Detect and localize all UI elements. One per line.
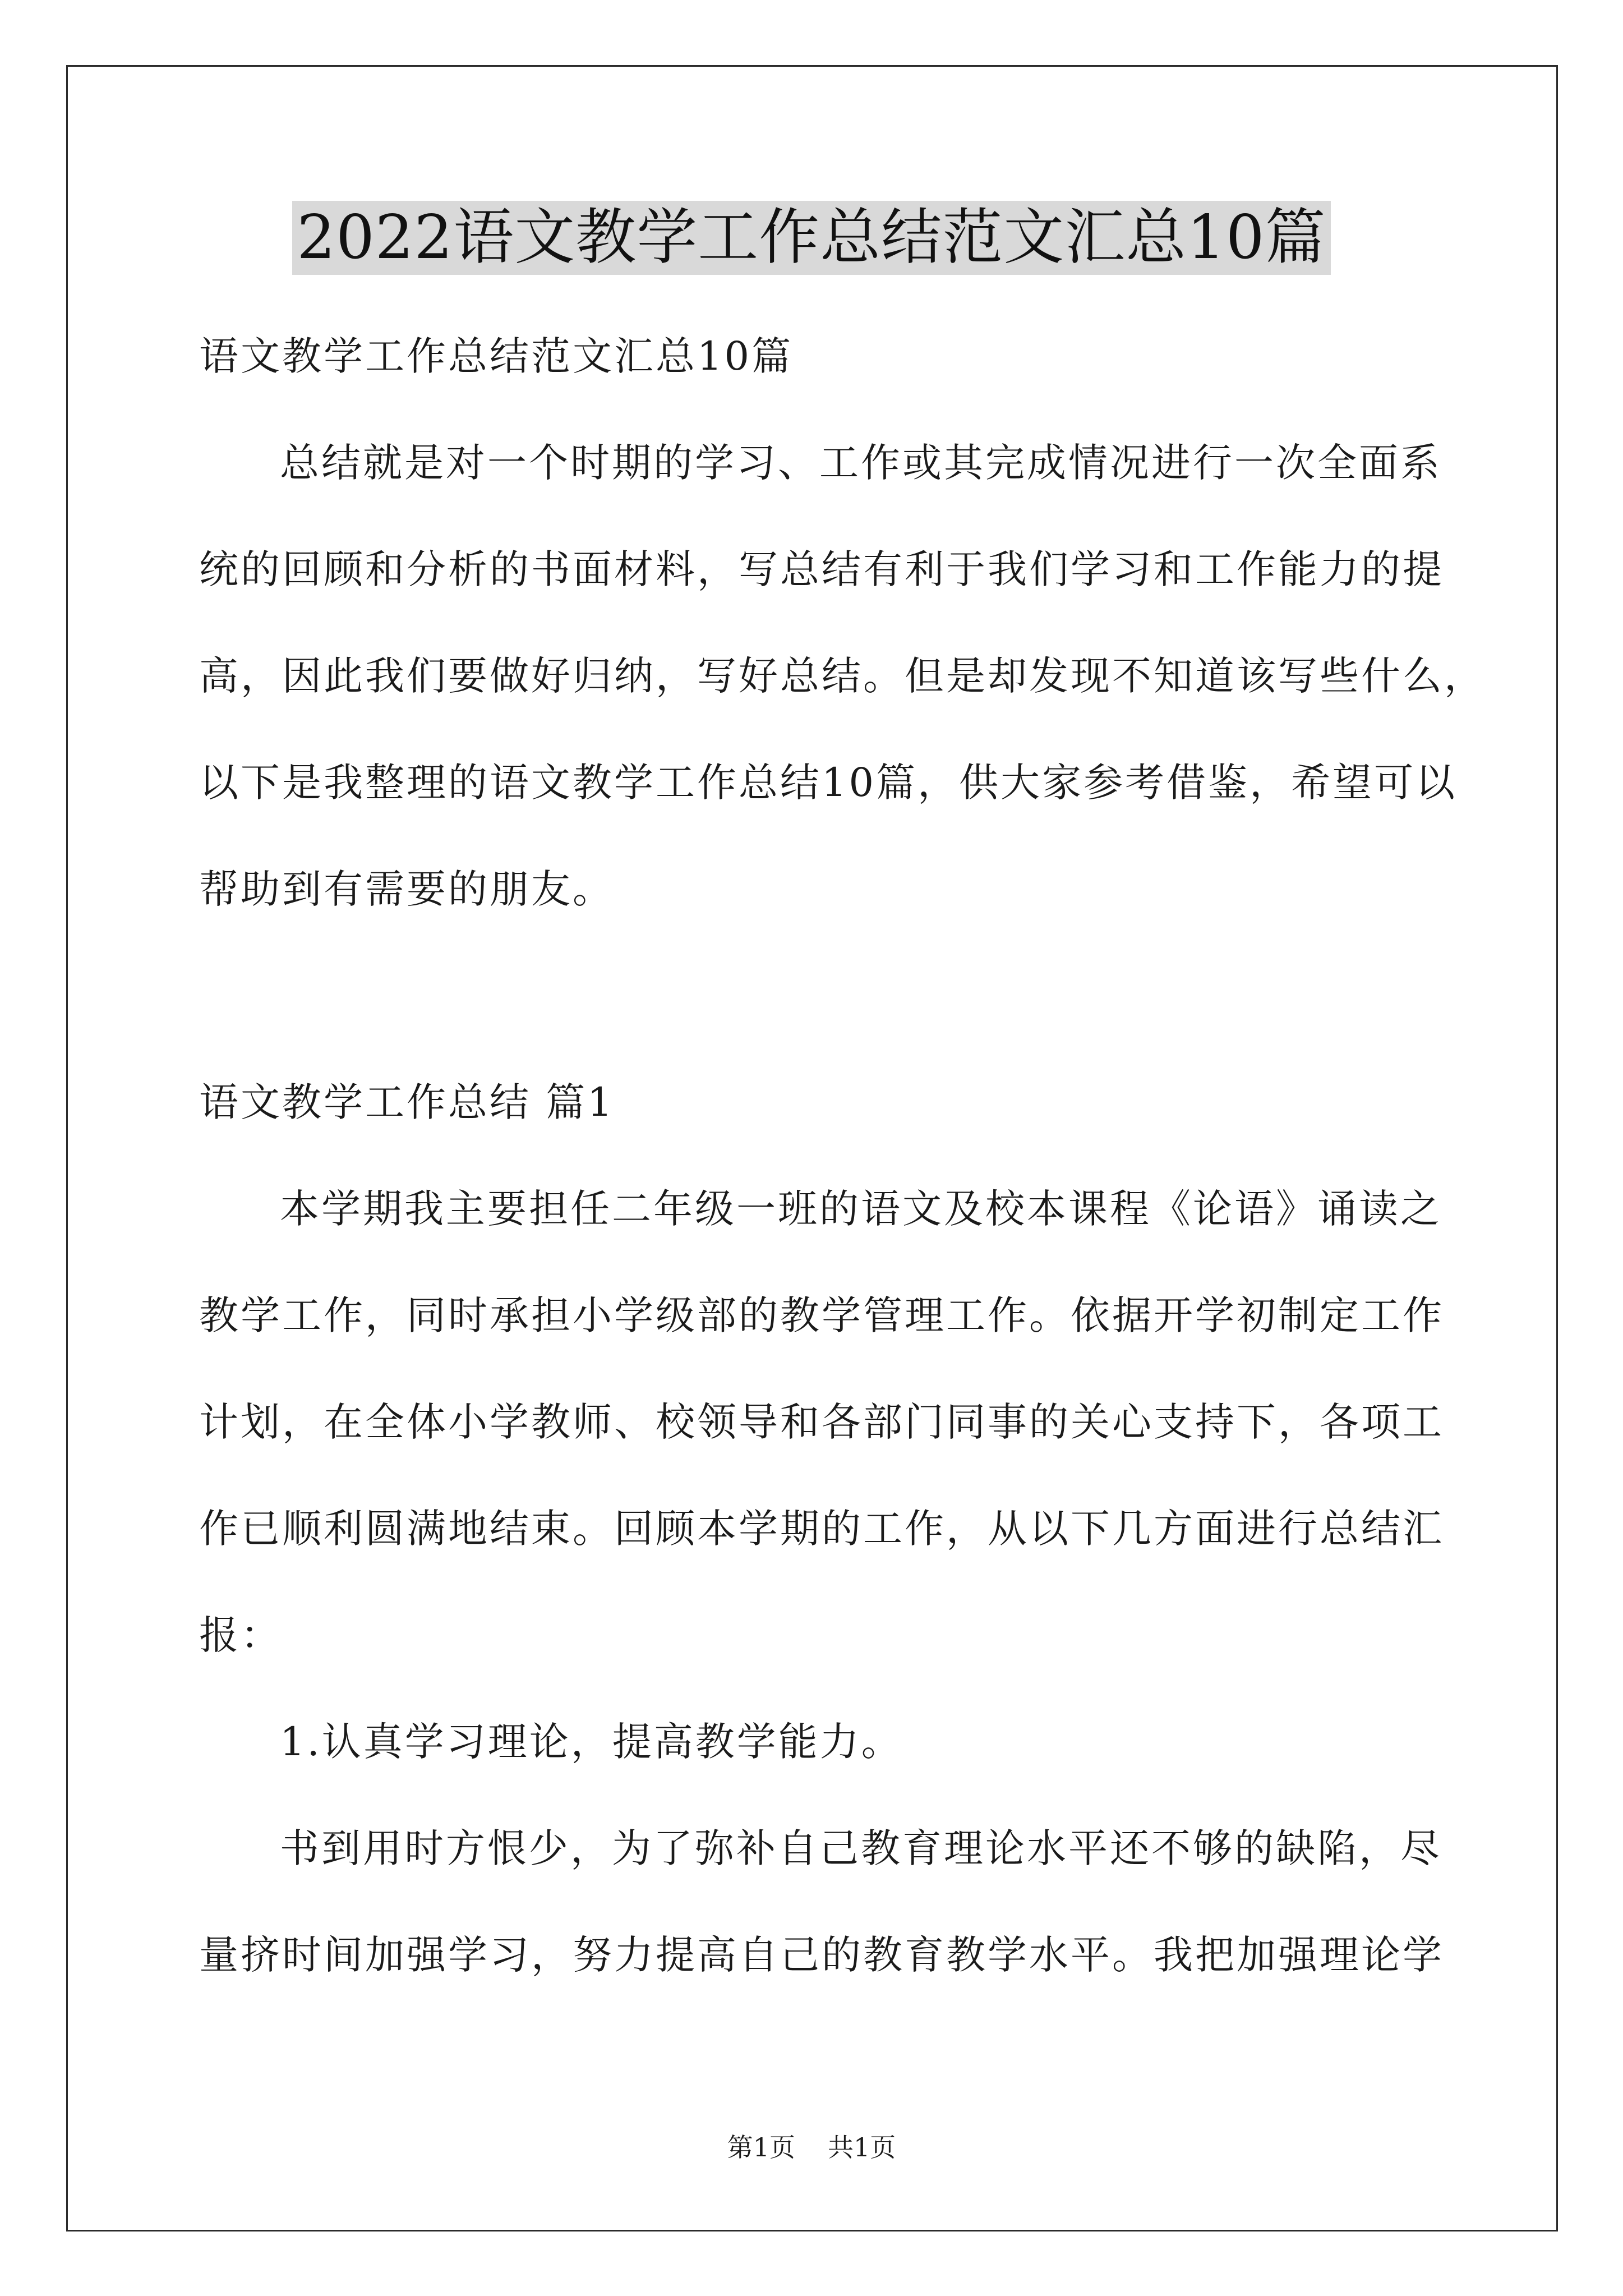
intro-line: 总结就是对一个时期的学习、工作或其完成情况进行一次全面系	[280, 440, 1442, 486]
section-para-line: 作已顺利圆满地结束。回顾本学期的工作，从以下几方面进行总结汇	[199, 1506, 1444, 1552]
document-title: 2022语文教学工作总结范文汇总10篇	[292, 201, 1330, 275]
subtitle: 语文教学工作总结范文汇总10篇	[199, 333, 794, 379]
page-total: 共1页	[828, 2132, 896, 2162]
page-number: 第1页	[727, 2132, 795, 2162]
section-heading: 语文教学工作总结 篇1	[199, 1079, 615, 1125]
point-heading: 1.认真学习理论，提高教学能力。	[280, 1719, 903, 1765]
point-para-line: 量挤时间加强学习，努力提高自己的教育教学水平。我把加强理论学	[199, 1932, 1444, 1978]
point-para-line: 书到用时方恨少，为了弥补自己教育理论水平还不够的缺陷，尽	[280, 1825, 1442, 1871]
title-container	[0, 201, 1623, 275]
section-para-line: 计划，在全体小学教师、校领导和各部门同事的关心支持下，各项工	[199, 1399, 1444, 1445]
intro-line: 高，因此我们要做好归纳，写好总结。但是却发现不知道该写些什么，	[199, 653, 1486, 699]
paragraph-gap	[199, 942, 1433, 1049]
document-body	[199, 303, 1486, 2008]
page-footer	[0, 2131, 1623, 2164]
intro-line: 统的回顾和分析的书面材料，写总结有利于我们学习和工作能力的提	[199, 546, 1444, 592]
section-para-line: 教学工作，同时承担小学级部的教学管理工作。依据开学初制定工作	[199, 1292, 1444, 1338]
section-para-line: 报：	[199, 1612, 282, 1658]
intro-line: 以下是我整理的语文教学工作总结10篇，供大家参考借鉴，希望可以	[199, 760, 1458, 806]
intro-line: 帮助到有需要的朋友。	[199, 866, 614, 912]
section-para-line: 本学期我主要担任二年级一班的语文及校本课程《论语》诵读之	[280, 1186, 1442, 1232]
